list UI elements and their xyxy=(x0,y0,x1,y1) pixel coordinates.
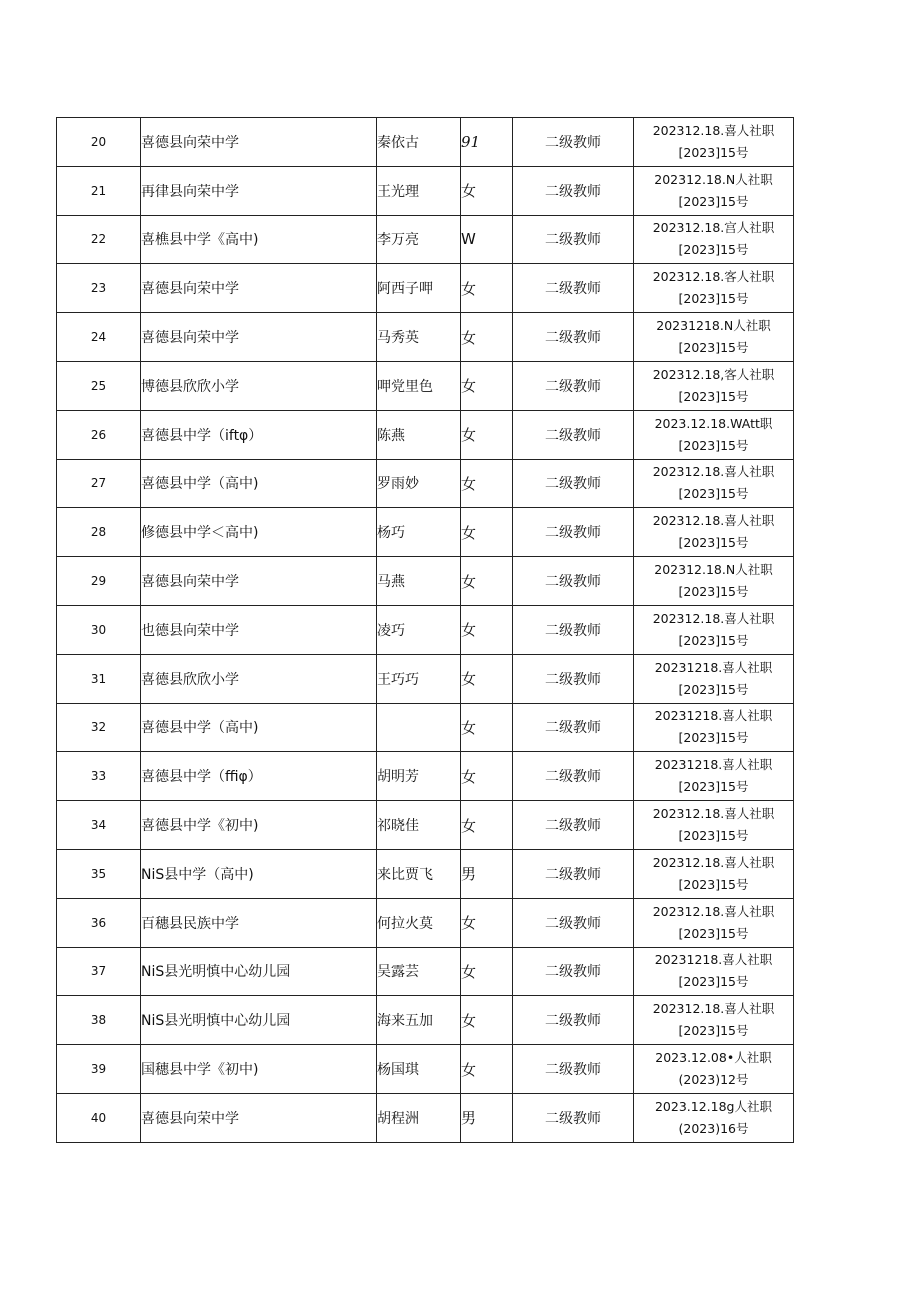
row-number-cell: 27 xyxy=(57,459,141,508)
title-cell: 二级教师 xyxy=(513,557,634,606)
gender-cell: 女 xyxy=(461,947,513,996)
title-cell: 二级教师 xyxy=(513,313,634,362)
teacher-name-cell: 秦依古 xyxy=(377,118,461,167)
approval-number-line: [2023]15号 xyxy=(678,340,749,356)
gender-cell: 女 xyxy=(461,996,513,1045)
table-row xyxy=(57,557,794,606)
approval-number-line: [2023]15号 xyxy=(678,730,749,746)
school-cell: 喜樵县中学《高中) xyxy=(141,215,377,264)
title-cell: 二级教师 xyxy=(513,947,634,996)
approval-date-line: 202312.18.N人社职 xyxy=(654,171,773,187)
teacher-name-cell: 来比贾飞 xyxy=(377,849,461,898)
approval-number-line: [2023]15号 xyxy=(678,535,749,551)
title-cell: 二级教师 xyxy=(513,118,634,167)
gender-cell: 女 xyxy=(461,1045,513,1094)
approval-number-line: [2023]15号 xyxy=(678,632,749,648)
title-cell: 二级教师 xyxy=(513,849,634,898)
approval-number-line: [2023]15号 xyxy=(678,584,749,600)
title-cell: 二级教师 xyxy=(513,1093,634,1142)
approval-document-cell xyxy=(634,313,794,362)
approval-document-cell xyxy=(634,654,794,703)
approval-date-line: 2023.12.08•人社职 xyxy=(655,1050,772,1066)
approval-date-line: 202312.18.喜人社职 xyxy=(652,806,775,822)
gender-cell: 女 xyxy=(461,557,513,606)
gender-cell: 女 xyxy=(461,361,513,410)
school-cell: 喜德县向荣中学 xyxy=(141,118,377,167)
title-cell: 二级教师 xyxy=(513,166,634,215)
approval-number-line: [2023]15号 xyxy=(678,437,749,453)
teacher-name-cell: 海来五加 xyxy=(377,996,461,1045)
approval-document-cell xyxy=(634,1045,794,1094)
approval-document-cell xyxy=(634,361,794,410)
gender-cell: 女 xyxy=(461,801,513,850)
teacher-name-cell: 杨巧 xyxy=(377,508,461,557)
approval-number-line: [2023]15号 xyxy=(678,925,749,941)
row-number-cell: 40 xyxy=(57,1093,141,1142)
approval-number-line: [2023]15号 xyxy=(678,242,749,258)
table-row xyxy=(57,898,794,947)
approval-date-line: 202312.18.喜人社职 xyxy=(652,122,775,138)
approval-date-line: 2023.12.18g人社职 xyxy=(654,1098,772,1114)
gender-cell: 女 xyxy=(461,898,513,947)
approval-number-line: [2023]15号 xyxy=(678,486,749,502)
table-row xyxy=(57,459,794,508)
row-number-cell: 24 xyxy=(57,313,141,362)
gender-cell: 女 xyxy=(461,313,513,362)
table-row xyxy=(57,605,794,654)
approval-date-line: 202312.18.喜人社职 xyxy=(652,854,775,870)
school-cell: 喜德县中学（高中) xyxy=(141,459,377,508)
row-number-cell: 20 xyxy=(57,118,141,167)
school-cell: 喜德县中学（iftφ） xyxy=(141,410,377,459)
approval-number-line: [2023]15号 xyxy=(678,779,749,795)
title-cell: 二级教师 xyxy=(513,605,634,654)
row-number-cell: 30 xyxy=(57,605,141,654)
approval-date-line: 202312.18.N人社职 xyxy=(654,562,773,578)
approval-date-line: 202312.18.喜人社职 xyxy=(652,903,775,919)
approval-number-line: [2023]15号 xyxy=(678,828,749,844)
table-row xyxy=(57,313,794,362)
school-cell: NiS县光明慎中心幼儿园 xyxy=(141,947,377,996)
row-number-cell: 32 xyxy=(57,703,141,752)
approval-date-line: 20231218.N人社职 xyxy=(656,318,771,334)
table-row xyxy=(57,996,794,1045)
title-cell: 二级教师 xyxy=(513,459,634,508)
approval-number-line: (2023)12号 xyxy=(678,1072,749,1088)
title-cell: 二级教师 xyxy=(513,508,634,557)
approval-document-cell xyxy=(634,605,794,654)
teacher-name-cell: 马燕 xyxy=(377,557,461,606)
title-cell: 二级教师 xyxy=(513,996,634,1045)
table-row xyxy=(57,703,794,752)
approval-number-line: [2023]15号 xyxy=(678,876,749,892)
school-cell: 博德县欣欣小学 xyxy=(141,361,377,410)
gender-cell: 女 xyxy=(461,166,513,215)
school-cell: 百穗县民族中学 xyxy=(141,898,377,947)
approval-document-cell xyxy=(634,1093,794,1142)
table-row xyxy=(57,654,794,703)
row-number-cell: 34 xyxy=(57,801,141,850)
table-row xyxy=(57,118,794,167)
school-cell: 喜德县中学《初中) xyxy=(141,801,377,850)
approval-date-line: 202312.18.喜人社职 xyxy=(652,610,775,626)
title-cell: 二级教师 xyxy=(513,215,634,264)
teacher-name-cell: 胡明芳 xyxy=(377,752,461,801)
row-number-cell: 38 xyxy=(57,996,141,1045)
row-number-cell: 37 xyxy=(57,947,141,996)
approval-number-line: [2023]15号 xyxy=(678,1023,749,1039)
title-cell: 二级教师 xyxy=(513,801,634,850)
approval-date-line: 20231218.喜人社职 xyxy=(654,952,773,968)
approval-number-line: [2023]15号 xyxy=(678,974,749,990)
approval-document-cell xyxy=(634,801,794,850)
approval-date-line: 202312.18.喜人社职 xyxy=(652,513,775,529)
teacher-name-cell: 王巧巧 xyxy=(377,654,461,703)
approval-document-cell xyxy=(634,410,794,459)
row-number-cell: 35 xyxy=(57,849,141,898)
title-cell: 二级教师 xyxy=(513,898,634,947)
approval-document-cell xyxy=(634,215,794,264)
row-number-cell: 36 xyxy=(57,898,141,947)
title-cell: 二级教师 xyxy=(513,752,634,801)
approval-number-line: [2023]15号 xyxy=(678,144,749,160)
title-cell: 二级教师 xyxy=(513,654,634,703)
approval-date-line: 202312.18.客人社职 xyxy=(652,269,775,285)
approval-document-cell xyxy=(634,118,794,167)
table-row xyxy=(57,849,794,898)
teacher-name-cell: 杨国琪 xyxy=(377,1045,461,1094)
school-cell: 也德县向荣中学 xyxy=(141,605,377,654)
approval-date-line: 2023.12.18.WAtt职 xyxy=(654,415,773,431)
table-row xyxy=(57,801,794,850)
approval-number-line: [2023]15号 xyxy=(678,388,749,404)
gender-cell: 男 xyxy=(461,1093,513,1142)
row-number-cell: 21 xyxy=(57,166,141,215)
approval-date-line: 202312.18.喜人社职 xyxy=(652,464,775,480)
school-cell: 喜德县向荣中学 xyxy=(141,557,377,606)
gender-cell: 女 xyxy=(461,703,513,752)
gender-cell: 女 xyxy=(461,752,513,801)
approval-number-line: (2023)16号 xyxy=(678,1120,749,1136)
teacher-name-cell: 陈燕 xyxy=(377,410,461,459)
school-cell: 喜德县欣欣小学 xyxy=(141,654,377,703)
teacher-name-cell: 呷党里色 xyxy=(377,361,461,410)
teacher-name-cell: 李万亮 xyxy=(377,215,461,264)
row-number-cell: 31 xyxy=(57,654,141,703)
row-number-cell: 39 xyxy=(57,1045,141,1094)
approval-document-cell xyxy=(634,508,794,557)
approval-number-line: [2023]15号 xyxy=(678,193,749,209)
table-row xyxy=(57,1093,794,1142)
table-row xyxy=(57,508,794,557)
teacher-name-cell: 马秀英 xyxy=(377,313,461,362)
teacher-name-cell: 凌巧 xyxy=(377,605,461,654)
row-number-cell: 29 xyxy=(57,557,141,606)
teacher-name-cell: 阿西子呷 xyxy=(377,264,461,313)
table-row xyxy=(57,410,794,459)
approval-number-line: [2023]15号 xyxy=(678,291,749,307)
title-cell: 二级教师 xyxy=(513,410,634,459)
row-number-cell: 23 xyxy=(57,264,141,313)
row-number-cell: 25 xyxy=(57,361,141,410)
approval-date-line: 20231218.喜人社职 xyxy=(654,659,773,675)
teacher-name-cell: 吴露芸 xyxy=(377,947,461,996)
gender-cell: 女 xyxy=(461,508,513,557)
row-number-cell: 33 xyxy=(57,752,141,801)
approval-date-line: 20231218.喜人社职 xyxy=(654,708,773,724)
approval-date-line: 202312.18.宫人社职 xyxy=(652,220,775,236)
approval-document-cell xyxy=(634,849,794,898)
school-cell: 喜德县中学（高中) xyxy=(141,703,377,752)
gender-cell: 女 xyxy=(461,264,513,313)
gender-cell: 女 xyxy=(461,654,513,703)
table-row xyxy=(57,752,794,801)
school-cell: 国穗县中学《初中) xyxy=(141,1045,377,1094)
gender-cell: W xyxy=(461,215,513,264)
approval-document-cell xyxy=(634,752,794,801)
school-cell: 喜德县向荣中学 xyxy=(141,264,377,313)
approval-document-cell xyxy=(634,898,794,947)
approval-date-line: 20231218.喜人社职 xyxy=(654,757,773,773)
row-number-cell: 22 xyxy=(57,215,141,264)
title-cell: 二级教师 xyxy=(513,264,634,313)
teacher-name-cell: 王光理 xyxy=(377,166,461,215)
school-cell: 喜德县向荣中学 xyxy=(141,313,377,362)
table-row xyxy=(57,264,794,313)
approval-document-cell xyxy=(634,996,794,1045)
approval-document-cell xyxy=(634,557,794,606)
roster-body xyxy=(57,118,794,1143)
teacher-name-cell: 何拉火莫 xyxy=(377,898,461,947)
table-row xyxy=(57,166,794,215)
school-cell: 喜德县向荣中学 xyxy=(141,1093,377,1142)
title-cell: 二级教师 xyxy=(513,361,634,410)
gender-cell: 女 xyxy=(461,459,513,508)
teacher-name-cell: 罗雨妙 xyxy=(377,459,461,508)
teacher-name-cell xyxy=(377,703,461,752)
table-row xyxy=(57,947,794,996)
title-cell: 二级教师 xyxy=(513,703,634,752)
school-cell: 喜德县中学（ffiφ） xyxy=(141,752,377,801)
approval-document-cell xyxy=(634,166,794,215)
title-cell: 二级教师 xyxy=(513,1045,634,1094)
gender-cell: 女 xyxy=(461,410,513,459)
approval-number-line: [2023]15号 xyxy=(678,681,749,697)
approval-document-cell xyxy=(634,947,794,996)
table-row xyxy=(57,1045,794,1094)
approval-date-line: 202312.18,客人社职 xyxy=(652,366,775,382)
school-cell: 修德县中学＜高中) xyxy=(141,508,377,557)
approval-document-cell xyxy=(634,703,794,752)
row-number-cell: 28 xyxy=(57,508,141,557)
table-row xyxy=(57,215,794,264)
teacher-roster-table xyxy=(56,117,794,1143)
gender-cell: 男 xyxy=(461,849,513,898)
approval-document-cell xyxy=(634,264,794,313)
school-cell: NiS县中学（高中) xyxy=(141,849,377,898)
school-cell: NiS县光明慎中心幼儿园 xyxy=(141,996,377,1045)
school-cell: 再律县向荣中学 xyxy=(141,166,377,215)
gender-cell: 91 xyxy=(461,118,513,167)
approval-date-line: 202312.18.喜人社职 xyxy=(652,1001,775,1017)
row-number-cell: 26 xyxy=(57,410,141,459)
teacher-name-cell: 胡程洲 xyxy=(377,1093,461,1142)
approval-document-cell xyxy=(634,459,794,508)
table-row xyxy=(57,361,794,410)
teacher-name-cell: 祁晓佳 xyxy=(377,801,461,850)
gender-cell: 女 xyxy=(461,605,513,654)
